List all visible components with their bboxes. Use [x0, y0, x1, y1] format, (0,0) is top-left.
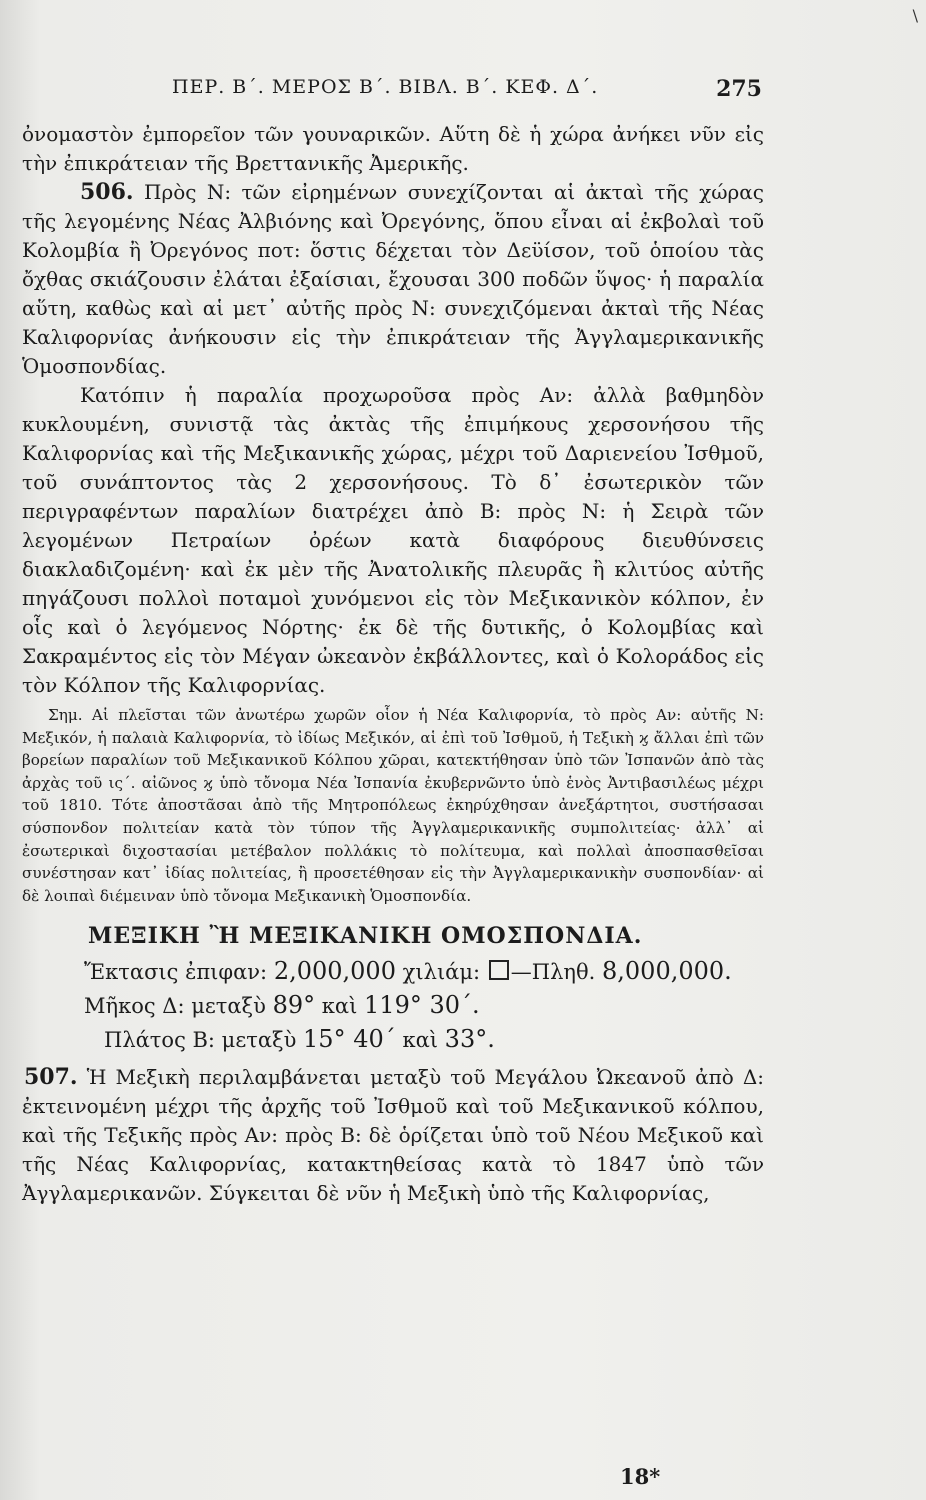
length-label: Μῆκος Δ: μεταξὺ: [84, 994, 266, 1019]
population-value: 8,000,000.: [602, 957, 732, 986]
page-number: 275: [716, 76, 762, 102]
area-value: 2,000,000: [273, 957, 396, 986]
width-from: 15° 40΄: [303, 1025, 396, 1054]
width-and: καὶ: [402, 1028, 438, 1053]
footnote-label: Σημ.: [48, 706, 83, 724]
length-row: [22, 989, 764, 1023]
length-and: καὶ: [321, 994, 358, 1019]
width-row: [22, 1023, 764, 1057]
paragraph-506: [22, 178, 764, 381]
paragraph-506-text: Πρὸς Ν: τῶν εἰρημένων συνεχίζονται αἱ ἀκταὶ τῆς χώρας τῆς λεγομένης Νέας Ἀλβιόνης καὶ Ὀρεγόνης, ὅπου εἶναι αἱ ἐκβολαὶ τοῦ Κολομβία ἢ Ὀρεγόνος ποτ: ὅστις δέχεται τὸν Δεϋίσον, τοῦ ὁποίου τὰς ὄχθας σκιάζουσιν ἐλάται ἐξαίσιαι, ἔχουσαι 300 ποδῶν ὕψος· ἡ παραλία αὕτη, καθὼς καὶ αἱ μετ᾽ αὐτῆς πρὸς Ν: συνεχιζόμεναι ἀκταὶ τῆς Νέας Καλιφορνίας ἀνήκουσιν εἰς τὴν ἐπικράτειαν τῆς Ἀγγλαμερικανικῆς Ὁμοσπονδίας.: [22, 180, 764, 378]
paragraph-507: [22, 1063, 764, 1208]
width-to: 33°.: [444, 1025, 495, 1054]
square-icon: [489, 960, 509, 980]
section-number-507: 507.: [24, 1064, 78, 1091]
length-to: 119° 30΄.: [364, 991, 480, 1020]
area-row: [22, 955, 764, 989]
paragraph-507-text: Ἡ Μεξικὴ περιλαμβάνεται μεταξὺ τοῦ Μεγάλου Ὠκεανοῦ ἀπὸ Δ: ἐκτεινομένη μέχρι τῆς ἀρχῆς τοῦ Ἰσθμοῦ καὶ τοῦ Μεξικανικοῦ κόλπου, καὶ τῆς Τεξικῆς πρὸς Αν: πρὸς Β: δὲ ὁρίζεται ὑπὸ τοῦ Νέου Μεξικοῦ καὶ τῆς Νέας Καλιφορνίας, κατακτηθείσας κατὰ τὸ 1847 ὑπὸ τῶν Ἀγγλαμερικανῶν. Σύγκειται δὲ νῦν ἡ Μεξικὴ ὑπὸ τῆς Καλιφορνίας,: [22, 1065, 765, 1206]
width-label: Πλάτος Β: μεταξὺ: [104, 1028, 297, 1053]
footnote: [22, 704, 764, 907]
paragraph-coast: Κατόπιν ἡ παραλία προχωροῦσα πρὸς Αν: ἀλλὰ βαθμηδὸν κυκλουμένη, συνιστᾷ τὰς ἀκτὰς τῆς ἐπιμήκους χερσονήσου τῆς Καλιφορνίας καὶ τῆς Μεξικανικῆς χώρας, μέχρι τοῦ Δαριενείου Ἰσθμοῦ, τοῦ συνάπτοντος τὰς 2 χερσονήσους. Τὸ δ᾽ ἐσωτερικὸν τῶν περιγραφέντων παραλίων διατρέχει ἀπὸ Β: πρὸς Ν: ἡ Σειρὰ τῶν λεγομένων Πετραίων ὀρέων κατὰ διαφόρους διευθύνσεις διακλαδιζομένη· καὶ ἐκ μὲν τῆς Ἀνατολικῆς πλευρᾶς ἢ κλιτύος αὐτῆς πηγάζουσι πολλοὶ ποταμοὶ χυνόμενοι εἰς τὸν Μεξικανικὸν κόλπον, ἐν οἷς καὶ ὁ λεγόμενος Νόρτης· ἐκ δὲ τῆς δυτικῆς, ὁ Κολομβίας καὶ Σακραμέντος εἰς τὸν Μέγαν ὠκεανὸν ἐκβάλλοντες, καὶ ὁ Κολοράδος εἰς τὸν Κόλπον τῆς Καλιφορνίας.: [22, 383, 764, 697]
running-title: ΠΕΡ. Β΄. ΜΕΡΟΣ Β΄. ΒΙΒΛ. Β΄. ΚΕΦ. Δ΄.: [172, 76, 599, 98]
section-number-506: 506.: [80, 179, 134, 205]
length-from: 89°: [272, 991, 316, 1020]
section-title: ΜΕΞΙΚΗ Ἢ ΜΕΞΙΚΑΝΙΚΗ ΟΜΟΣΠΟΝΔΙΑ.: [88, 923, 643, 950]
footnote-text: Αἱ πλεῖσται τῶν ἀνωτέρω χωρῶν οἷον ἡ Νέα Καλιφορνία, τὸ πρὸς Αν: αὐτῆς Ν: Μεξικόν, ἡ παλαιὰ Καλιφορνία, τὸ ἰδίως Μεξικόν, αἱ ἐπὶ τοῦ Ἰσθμοῦ, ἡ Τεξικὴ ϗ ἄλλαι ἐπὶ τῶν βορείων παραλίων τοῦ Μεξικανικοῦ Κόλπου χῶραι, κατεκτήθησαν ὑπὸ τῶν Ἰσπανῶν ἀπὸ τὰς ἀρχὰς τοῦ ις΄. αἰῶνος ϗ ὑπὸ τὄνομα Νέα Ἰσπανία ἐκυβερνῶντο ὑπὸ ἑνὸς Ἀντιβασιλέως μέχρι τοῦ 1810. Τότε ἀποστᾶσαι ἀπὸ τῆς Μητροπόλεως ἐκηρύχθησαν ἀνεξάρτητοι, συστήσασαι σύσπονδον πολιτείαν κατὰ τὸν τύπον τῆς Ἀγγλαμερικανικῆς συμπολιτείας· ἀλλ᾽ αἱ ἐσωτερικαὶ διχοστασίαι μετέβαλον πολλάκις τὸ πολίτευμα, καὶ πολλαὶ ἀποσπασθεῖσαι συνέστησαν κατ᾽ ἰδίας πολιτείας, ἢ προσετέθησαν εἰς τὴν Ἀγγλαμερικανικὴν συσπονδίαν· αἱ δὲ λοιπαὶ διέμειναν ὑπὸ τὄνομα Μεξικανικὴ Ὁμοσπονδία.: [22, 706, 764, 905]
running-header: [172, 76, 762, 102]
paragraph-continuation: ὀνομαστὸν ἐμπορεῖον τῶν γουναρικῶν. Αὕτη δὲ ἡ χώρα ἀνήκει νῦν εἰς τὴν ἐπικράτειαν τῆς Βρεττανικῆς Ἀμερικῆς.: [22, 122, 764, 175]
area-label: Ἔκτασις ἐπιφαν:: [84, 960, 268, 985]
area-unit: χιλιάμ:: [402, 960, 481, 985]
edge-mark: \: [912, 6, 918, 25]
signature-mark: 18*: [620, 1464, 661, 1489]
population-label: —Πληθ.: [510, 960, 596, 985]
body-text: [22, 120, 764, 1208]
statistics-block: [22, 955, 764, 1057]
